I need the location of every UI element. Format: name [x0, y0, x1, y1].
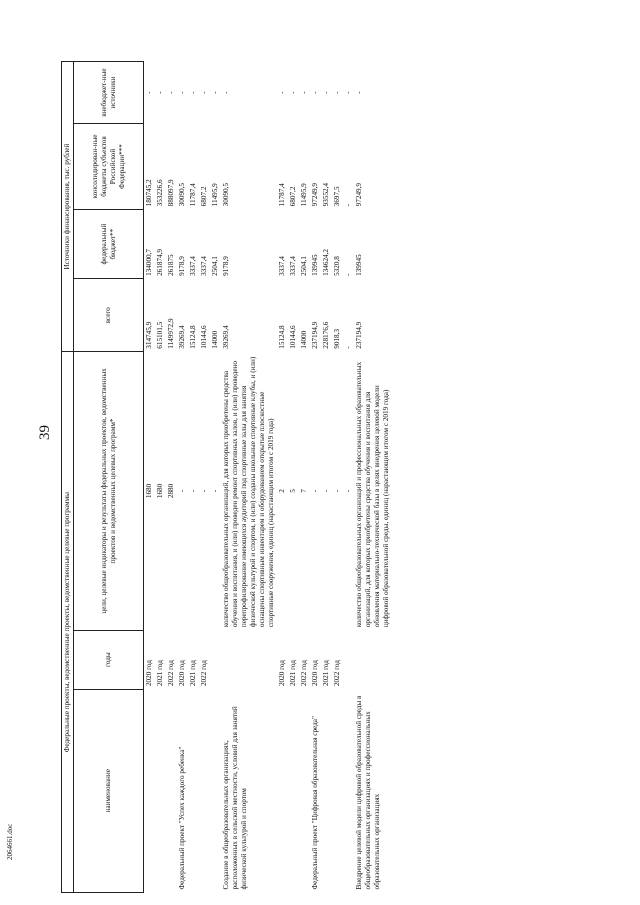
- row-total: 39269,4: [178, 325, 186, 349]
- row-extrabudget: -: [333, 91, 341, 94]
- row-goal: количество общеобразовательных организаций и профессиональных образовательных организаций, для которых приобретены средства обучения и воспитания для обновления материально-технической базы в целях внедрения целевой модели цифровой образовательной среды, единиц (нарастающим итогом с 2019 года): [355, 361, 390, 628]
- header-extrabudget: внебюджет-ные источники: [74, 62, 144, 124]
- row-total: 9018,3: [333, 328, 341, 349]
- row-total: 15124,8: [278, 325, 286, 349]
- row-goal: 2: [278, 489, 286, 493]
- table-row: [354, 62, 392, 893]
- row-year: 2021 год: [289, 660, 297, 687]
- row-name: [155, 689, 166, 892]
- table-row: [277, 62, 288, 893]
- table-row: [343, 62, 354, 893]
- row-consolidated: 93552,4: [322, 182, 330, 207]
- row-total: 615101,5: [156, 321, 164, 349]
- row-extrabudget: -: [322, 91, 330, 94]
- row-total: 14000: [211, 330, 219, 349]
- row-year: 2020 год: [278, 660, 286, 687]
- row-total: 10144,6: [200, 325, 208, 349]
- row-extrabudget: -: [189, 91, 197, 94]
- header-years: годы: [74, 630, 144, 689]
- row-federal: 139945: [355, 254, 363, 276]
- header-financing-group: Источники финансирования, тыс. рублей: [62, 62, 74, 352]
- row-year: [343, 630, 354, 689]
- row-total: 237194,9: [355, 321, 363, 349]
- row-federal: 3337,4: [200, 256, 208, 276]
- row-name: [288, 689, 299, 892]
- row-year: [210, 630, 221, 689]
- row-goal: -: [189, 489, 197, 493]
- row-total: 1149972,9: [167, 318, 175, 349]
- row-total: 314745,9: [145, 321, 153, 349]
- row-consolidated: 11787,4: [189, 183, 197, 207]
- row-goal: -: [311, 489, 319, 493]
- row-goal: -: [322, 489, 330, 493]
- table-row: [221, 62, 277, 893]
- header-total: всего: [74, 279, 144, 352]
- row-federal: 134000,7: [145, 248, 153, 276]
- row-name: [166, 689, 177, 892]
- row-name: [343, 689, 354, 892]
- row-federal: 9178,9: [222, 256, 230, 276]
- table-row: [166, 62, 177, 893]
- row-consolidated: 6807,2: [200, 186, 208, 207]
- row-extrabudget: -: [344, 91, 352, 94]
- row-year: 2020 год: [311, 660, 319, 687]
- row-goal: 7: [300, 489, 308, 493]
- row-total: 39269,4: [222, 325, 230, 349]
- row-extrabudget: -: [178, 91, 186, 94]
- row-extrabudget: -: [156, 91, 164, 94]
- row-federal: 9178,9: [178, 256, 186, 276]
- row-goal: -: [333, 489, 341, 493]
- row-consolidated: 30090,5: [178, 182, 186, 207]
- row-goal: количество общеобразовательных организаций, для которых приобретены средства обучения и воспитания, и (или) проведен ремонт спортивных залов, и (или) проведено перепрофилирование имеющихся аудиторий под спортивные залы для занятия физической культурой и спортом, и (или) созданы школьные спортивные клубы, и (или) оснащены спортивным инвентарем и оборудованием открытые плоскостные спортивные сооружения, единиц (нарастающим итогом с 2019 года): [222, 356, 275, 628]
- row-extrabudget: -: [145, 91, 153, 94]
- page-number: 39: [37, 425, 53, 440]
- row-name: [277, 689, 288, 892]
- row-goal: 1680: [156, 483, 164, 499]
- header-goals: цели, целевые индикаторы и результаты федеральных проектов, ведомственных проектов и ведомственных целевых программ*: [74, 352, 144, 630]
- row-extrabudget: -: [311, 91, 319, 94]
- row-federal: 139945: [311, 254, 319, 276]
- footer-filename: 2064661.doc: [6, 823, 14, 860]
- row-extrabudget: -: [278, 91, 286, 94]
- header-projects-group: Федеральные проекты, ведомственные проекты, ведомственные целевые программы: [62, 352, 74, 893]
- row-goal: -: [344, 489, 352, 493]
- row-consolidated: 6807,2: [289, 186, 297, 207]
- row-federal: 261874,9: [156, 248, 164, 276]
- row-consolidated: 11495,9: [211, 183, 219, 207]
- table-row: [188, 62, 199, 893]
- header-consolidated: консолидирован-ные бюджеты субъектов Российской Федерации***: [74, 124, 144, 210]
- row-consolidated: 11787,4: [278, 183, 286, 207]
- row-name: [332, 689, 343, 892]
- row-goal: -: [200, 489, 208, 493]
- table-row: [332, 62, 343, 893]
- row-extrabudget: -: [300, 91, 308, 94]
- header-name: наименование: [74, 689, 144, 892]
- financing-table: [61, 61, 392, 893]
- row-federal: 261875: [167, 254, 175, 276]
- row-federal: 134624,2: [322, 248, 330, 276]
- table-row: [155, 62, 166, 893]
- row-total: 15124,8: [189, 325, 197, 349]
- row-name: Федеральный проект "Цифровая образовательная среда": [311, 716, 319, 890]
- row-year: [221, 630, 277, 689]
- row-name: Федеральный проект "Успех каждого ребенка": [178, 746, 186, 890]
- row-extrabudget: -: [289, 91, 297, 94]
- row-name: Создание в общеобразовательных организациях, расположенных в сельской местности, условий для занятий физической культурой и спортом: [222, 706, 248, 890]
- row-federal: -: [344, 273, 352, 276]
- row-year: 2022 год: [300, 660, 308, 687]
- table-row: [199, 62, 210, 893]
- row-name: [321, 689, 332, 892]
- row-name: [210, 689, 221, 892]
- row-year: 2022 год: [167, 660, 175, 687]
- row-total: -: [344, 346, 352, 349]
- row-extrabudget: -: [167, 91, 175, 94]
- row-extrabudget: -: [200, 91, 208, 94]
- row-name: [299, 689, 310, 892]
- row-consolidated: 97249,9: [355, 182, 363, 207]
- row-goal: 1680: [145, 483, 153, 499]
- row-goal: -: [211, 489, 219, 493]
- row-goal: 2880: [167, 483, 175, 499]
- row-total: 237194,9: [311, 321, 319, 349]
- row-federal: 2504,1: [300, 256, 308, 276]
- row-total: 10144,6: [289, 325, 297, 349]
- row-consolidated: 30090,5: [222, 182, 230, 207]
- table-row: [210, 62, 221, 893]
- row-federal: 2504,1: [211, 256, 219, 276]
- row-extrabudget: -: [222, 91, 230, 94]
- row-federal: 3337,4: [189, 256, 197, 276]
- row-year: 2021 год: [189, 660, 197, 687]
- table-row: [177, 62, 188, 893]
- row-year: 2021 год: [322, 660, 330, 687]
- row-goal: 5: [289, 489, 297, 493]
- row-year: 2021 год: [156, 660, 164, 687]
- table-row: [321, 62, 332, 893]
- row-federal: 3337,4: [289, 256, 297, 276]
- row-year: 2022 год: [333, 660, 341, 687]
- row-federal: 3337,4: [278, 256, 286, 276]
- row-consolidated: 3697,5: [333, 186, 341, 207]
- row-name: [188, 689, 199, 892]
- row-name: Внедрение целевой модели цифровой образовательной среды в общеобразовательных организациях и профессиональных образовательных организациях: [355, 695, 381, 890]
- row-consolidated: 353226,6: [156, 179, 164, 207]
- table-row: [288, 62, 299, 893]
- row-extrabudget: -: [211, 91, 219, 94]
- row-consolidated: 97249,9: [311, 182, 319, 207]
- row-extrabudget: -: [355, 91, 363, 94]
- row-consolidated: 888097,9: [167, 179, 175, 207]
- row-consolidated: -: [344, 203, 352, 207]
- row-year: 2020 год: [178, 660, 186, 687]
- row-name: [144, 689, 156, 892]
- row-goal: -: [178, 489, 186, 493]
- row-consolidated: 11495,9: [300, 183, 308, 207]
- row-year: [354, 630, 392, 689]
- table-body: [144, 62, 393, 893]
- row-name: [199, 689, 210, 892]
- table-row: [144, 62, 156, 893]
- row-total: 14000: [300, 330, 308, 349]
- table-row: [310, 62, 321, 893]
- row-year: 2022 год: [200, 660, 208, 687]
- row-consolidated: 180745,2: [145, 179, 153, 207]
- header-federal: федеральный бюджет**: [74, 209, 144, 279]
- table-row: [299, 62, 310, 893]
- row-federal: 5320,8: [333, 256, 341, 276]
- rotated-table-container: [61, 61, 579, 893]
- row-total: 228176,6: [322, 321, 330, 349]
- row-year: 2020 год: [145, 660, 153, 687]
